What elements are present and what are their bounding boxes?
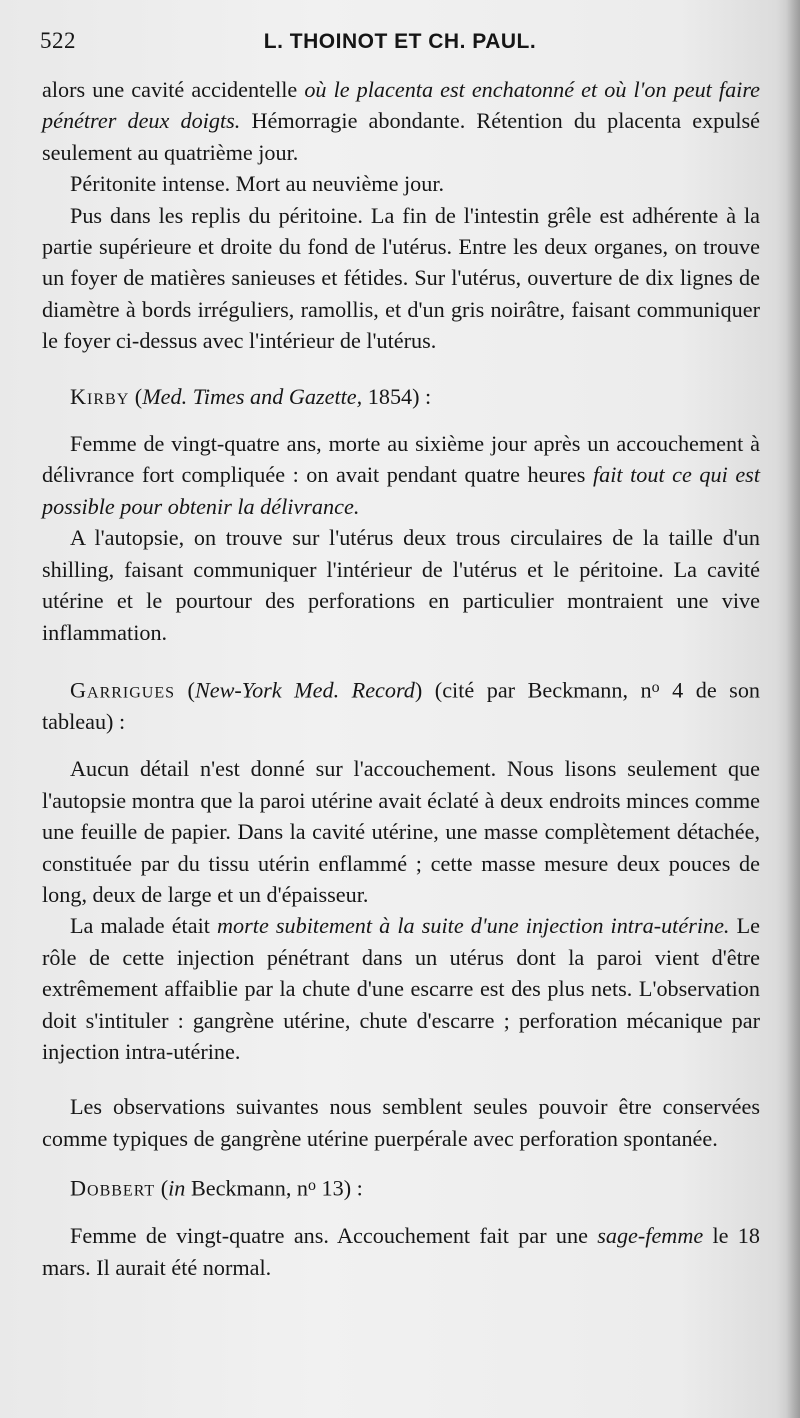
text: Femme de vingt-quatre ans. Accouchement fait par une <box>70 1223 598 1249</box>
source-title: Med. Times and Gazette, <box>142 383 363 409</box>
text: 13) : <box>316 1175 363 1201</box>
author-name: Garrigues <box>70 677 176 703</box>
case-heading-kirby <box>42 381 760 412</box>
author-name: Kirby <box>70 383 130 409</box>
paragraph-continuation <box>42 74 760 168</box>
paragraph <box>42 910 760 1067</box>
text: ( <box>129 383 143 409</box>
paragraph: Péritonite intense. Mort au neuvième jour. <box>70 171 445 197</box>
italic-text: où le placenta est enchatonné et où l'on peut faire pénétrer deux doigts. <box>42 77 760 134</box>
text: ) (cité par Beckmann, n <box>414 677 652 703</box>
source-title: New-York Med. Record <box>194 677 415 703</box>
paragraph: A l'autopsie, on trouve sur l'utérus deux trous circulaires de la taille d'un shilling, faisant communiquer l'intérieur de l'utérus et le péritoine. La cavité utérine et le pourtour des perforations en particulier montraient une vive inflammation. <box>42 525 760 645</box>
text: Hémorragie abondante. Rétention du placenta expulsé seulement au quatrième jour. <box>42 108 760 165</box>
author-name: Dobbert <box>70 1175 156 1201</box>
superscript: o <box>651 678 660 696</box>
italic-text: morte subitement à la suite d'une injection intra-utérine. <box>217 913 730 939</box>
text: La malade était <box>70 913 218 939</box>
page-body <box>42 74 760 1283</box>
text: ( <box>175 677 195 703</box>
text: 4 de son tableau) : <box>42 677 761 734</box>
text: Beckmann, n <box>185 1175 309 1201</box>
paragraph <box>42 1220 760 1283</box>
paragraph <box>42 428 760 522</box>
case-heading-garrigues <box>42 672 760 737</box>
text: alors une cavité accidentelle <box>42 77 305 102</box>
paragraph: Aucun détail n'est donné sur l'accouchement. Nous lisons seulement que l'autopsie montra que la paroi utérine avait éclaté à deux endroits minces comme une feuille de papier. Dans la cavité utérine, une masse complètement détachée, constituée par du tissu utérin enflammé ; cette masse mesure deux pouces de long, deux de large et un d'épaisseur. <box>42 756 760 907</box>
paragraph: Les observations suivantes nous semblent seules pouvoir être conservées comme typiques de gangrène utérine puerpérale avec perforation spontanée. <box>42 1094 760 1151</box>
text: 1854) : <box>362 383 432 409</box>
text: Le rôle de cette injection pénétrant dans un utérus dont la paroi vient d'être extrêmement affaiblie par la chute d'une escarre est des plus nets. L'observation doit s'intituler : gangrène utérine, chute d'escarre ; perforation mécanique par injection intra-utérine. <box>42 913 761 1064</box>
case-heading-dobbert <box>42 1170 760 1204</box>
text: ( <box>155 1175 169 1201</box>
text: le 18 mars. Il aurait été normal. <box>42 1223 760 1280</box>
italic-text: fait tout ce qui est possible pour obtenir la délivrance. <box>42 462 760 519</box>
paragraph: Pus dans les replis du péritoine. La fin de l'intestin grêle est adhérente à la partie supérieure et droite du fond de l'utérus. Entre les deux organes, on trouve un foyer de matières sanieuses et fétides. Sur l'utérus, ouverture de dix lignes de diamètre à bords irréguliers, ramollis, et d'un gris noirâtre, faisant communiquer le foyer ci-dessus avec l'intérieur de l'utérus. <box>42 202 760 354</box>
text: Femme de vingt-quatre ans, morte au sixième jour après un accouchement à délivrance fort compliquée : on avait pendant quatre heures <box>42 431 760 488</box>
source-title: in <box>168 1175 186 1201</box>
page-edge-shadow <box>786 0 800 1418</box>
running-head: L. THOINOT ET CH. PAUL. <box>263 30 537 53</box>
superscript: o <box>308 1177 316 1195</box>
italic-text: sage-femme <box>597 1223 704 1249</box>
page-header <box>40 28 760 64</box>
page-number: 522 <box>40 28 76 53</box>
